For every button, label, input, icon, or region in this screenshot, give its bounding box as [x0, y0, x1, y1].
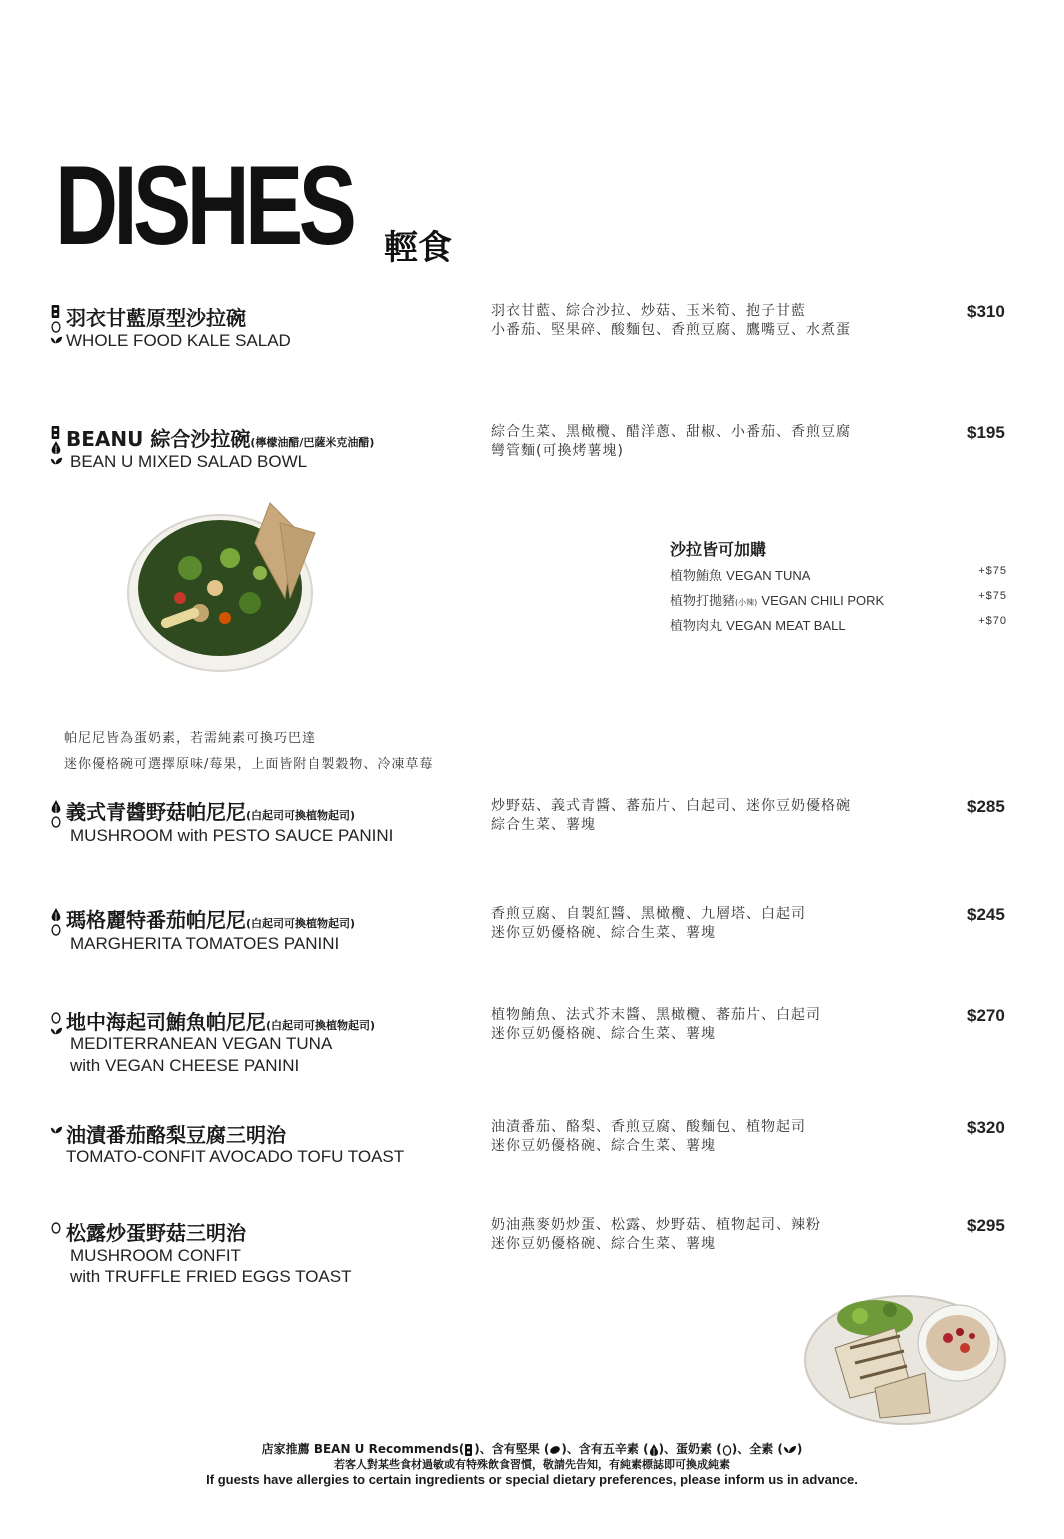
dish-name-zh: 瑪格麗特番茄帕尼尼(白起司可換植物起司): [66, 908, 356, 932]
dietary-icons: [50, 1011, 63, 1037]
addon-row: 植物打拋豬(小辣) VEGAN CHILI PORK +$75: [670, 590, 1007, 609]
recommend-icon: [50, 305, 62, 318]
dish-description: 迷你豆奶優格碗、綜合生菜、薯塊: [491, 1026, 716, 1042]
dish-description: 迷你豆奶優格碗、綜合生菜、薯塊: [491, 1236, 716, 1252]
egg-dairy-icon: [50, 320, 62, 333]
five-spice-icon: [50, 800, 62, 813]
vegan-icon: [783, 1445, 797, 1455]
five-spice-icon: [50, 441, 62, 454]
vegan-icon: [50, 1125, 63, 1136]
dish-name-zh: 松露炒蛋野菇三明治: [66, 1221, 246, 1245]
egg-dairy-icon: [50, 1011, 62, 1024]
dish-description: 羽衣甘藍、綜合沙拉、炒菇、玉米筍、抱子甘藍: [491, 303, 806, 319]
dish-name-zh: 地中海起司鮪魚帕尼尼(白起司可換植物起司): [66, 1010, 376, 1034]
page-title: DISHES: [55, 143, 353, 268]
vegan-icon: [50, 1026, 63, 1037]
egg-dairy-icon: [50, 1221, 62, 1234]
five-spice-icon: [649, 1444, 659, 1456]
vegan-icon: [50, 335, 63, 346]
dish-description: 迷你豆奶優格碗、綜合生菜、薯塊: [491, 925, 716, 941]
recommend-icon: [50, 426, 62, 439]
recommend-icon: [464, 1444, 474, 1456]
dish-price: $310: [967, 302, 1005, 321]
dish-description: 奶油燕麥奶炒蛋、松露、炒野菇、植物起司、辣粉: [491, 1217, 821, 1233]
dish-note: (白起司可換植物起司): [266, 1019, 376, 1032]
dish-name-en: WHOLE FOOD KALE SALAD: [66, 331, 291, 350]
dish-description: 迷你豆奶優格碗、綜合生菜、薯塊: [491, 1138, 716, 1154]
dietary-legend: 店家推薦 BEAN U Recommends( )、含有堅果 ( )、含有五辛素 ( )、蛋奶素 ( )、全素 ( ): [261, 1442, 803, 1456]
dietary-icons: [50, 305, 63, 346]
egg-dairy-icon: [722, 1444, 732, 1456]
dish-name-zh: 油漬番茄酪梨豆腐三明治: [66, 1123, 286, 1147]
dish-description: 香煎豆腐、自製紅醬、黑橄欖、九層塔、白起司: [491, 906, 806, 922]
allergy-notice-zh: 若客人對某些食材過敏或有特殊飲食習慣，敬請先告知，有純素標誌即可換成純素: [334, 1458, 730, 1471]
dietary-icons: [50, 800, 62, 828]
dish-price: $285: [967, 797, 1005, 816]
salad-bowl-photo: [120, 488, 320, 678]
dish-name-zh: 羽衣甘藍原型沙拉碗: [66, 306, 246, 330]
addon-row: 植物鮪魚 VEGAN TUNA +$75: [670, 565, 1007, 584]
dish-name-en: MUSHROOM CONFIT: [70, 1246, 241, 1265]
page-title-zh: 輕食: [384, 228, 452, 268]
dish-name-en: MEDITERRANEAN VEGAN TUNA: [70, 1034, 333, 1053]
dish-note: (白起司可換植物起司): [246, 809, 356, 822]
dish-price: $270: [967, 1006, 1005, 1025]
dish-description: 綜合生菜、薯塊: [491, 817, 596, 833]
dish-price: $195: [967, 423, 1005, 442]
dish-name-en: MARGHERITA TOMATOES PANINI: [70, 934, 340, 953]
dietary-icons: [50, 426, 63, 467]
dish-description: 綜合生菜、黑橄欖、醋洋蔥、甜椒、小番茄、香煎豆腐: [491, 424, 851, 440]
sandwich-plate-photo: [800, 1288, 1010, 1428]
dish-description: 小番茄、堅果碎、酸麵包、香煎豆腐、鷹嘴豆、水煮蛋: [491, 322, 851, 338]
nut-icon: [549, 1445, 561, 1455]
yogurt-note: 迷你優格碗可選擇原味/莓果，上面皆附自製穀物、冷凍草莓: [64, 757, 434, 772]
five-spice-icon: [50, 908, 62, 921]
dish-name-zh: 義式青醬野菇帕尼尼(白起司可換植物起司): [66, 800, 356, 824]
dish-price: $320: [967, 1118, 1005, 1137]
dish-name-zh: BEANU 綜合沙拉碗(檸檬油醋/巴薩米克油醋): [66, 427, 375, 451]
dish-description: 植物鮪魚、法式芥末醬、黑橄欖、蕃茄片、白起司: [491, 1007, 821, 1023]
dish-note: (檸檬油醋/巴薩米克油醋): [250, 436, 375, 449]
dish-name-en: BEAN U MIXED SALAD BOWL: [70, 452, 308, 471]
addon-title: 沙拉皆可加購: [670, 540, 767, 559]
dietary-icons: [50, 1221, 62, 1234]
addon-row: 植物肉丸 VEGAN MEAT BALL +$70: [670, 615, 1007, 634]
dietary-icons: [50, 908, 62, 936]
dish-description: 炒野菇、義式青醬、蕃茄片、白起司、迷你豆奶優格碗: [491, 798, 851, 814]
dish-name-en: TOMATO-CONFIT AVOCADO TOFU TOAST: [66, 1147, 405, 1166]
dietary-icons: [50, 1125, 63, 1136]
egg-dairy-icon: [50, 815, 62, 828]
vegan-icon: [50, 456, 63, 467]
dish-description: 彎管麵(可換烤薯塊): [491, 443, 624, 459]
dish-name-en-line2: with TRUFFLE FRIED EGGS TOAST: [70, 1267, 352, 1286]
allergy-notice-en: If guests have allergies to certain ingredients or special dietary preferences, please inform us in advance.: [206, 1472, 858, 1487]
dish-price: $245: [967, 905, 1005, 924]
panini-note: 帕尼尼皆為蛋奶素，若需純素可換巧巴達: [64, 731, 317, 746]
dish-note: (白起司可換植物起司): [246, 917, 356, 930]
dish-price: $295: [967, 1216, 1005, 1235]
egg-dairy-icon: [50, 923, 62, 936]
dish-description: 油漬番茄、酪梨、香煎豆腐、酸麵包、植物起司: [491, 1119, 806, 1135]
dish-name-en: MUSHROOM with PESTO SAUCE PANINI: [70, 826, 394, 845]
dish-name-en-line2: with VEGAN CHEESE PANINI: [70, 1056, 300, 1075]
